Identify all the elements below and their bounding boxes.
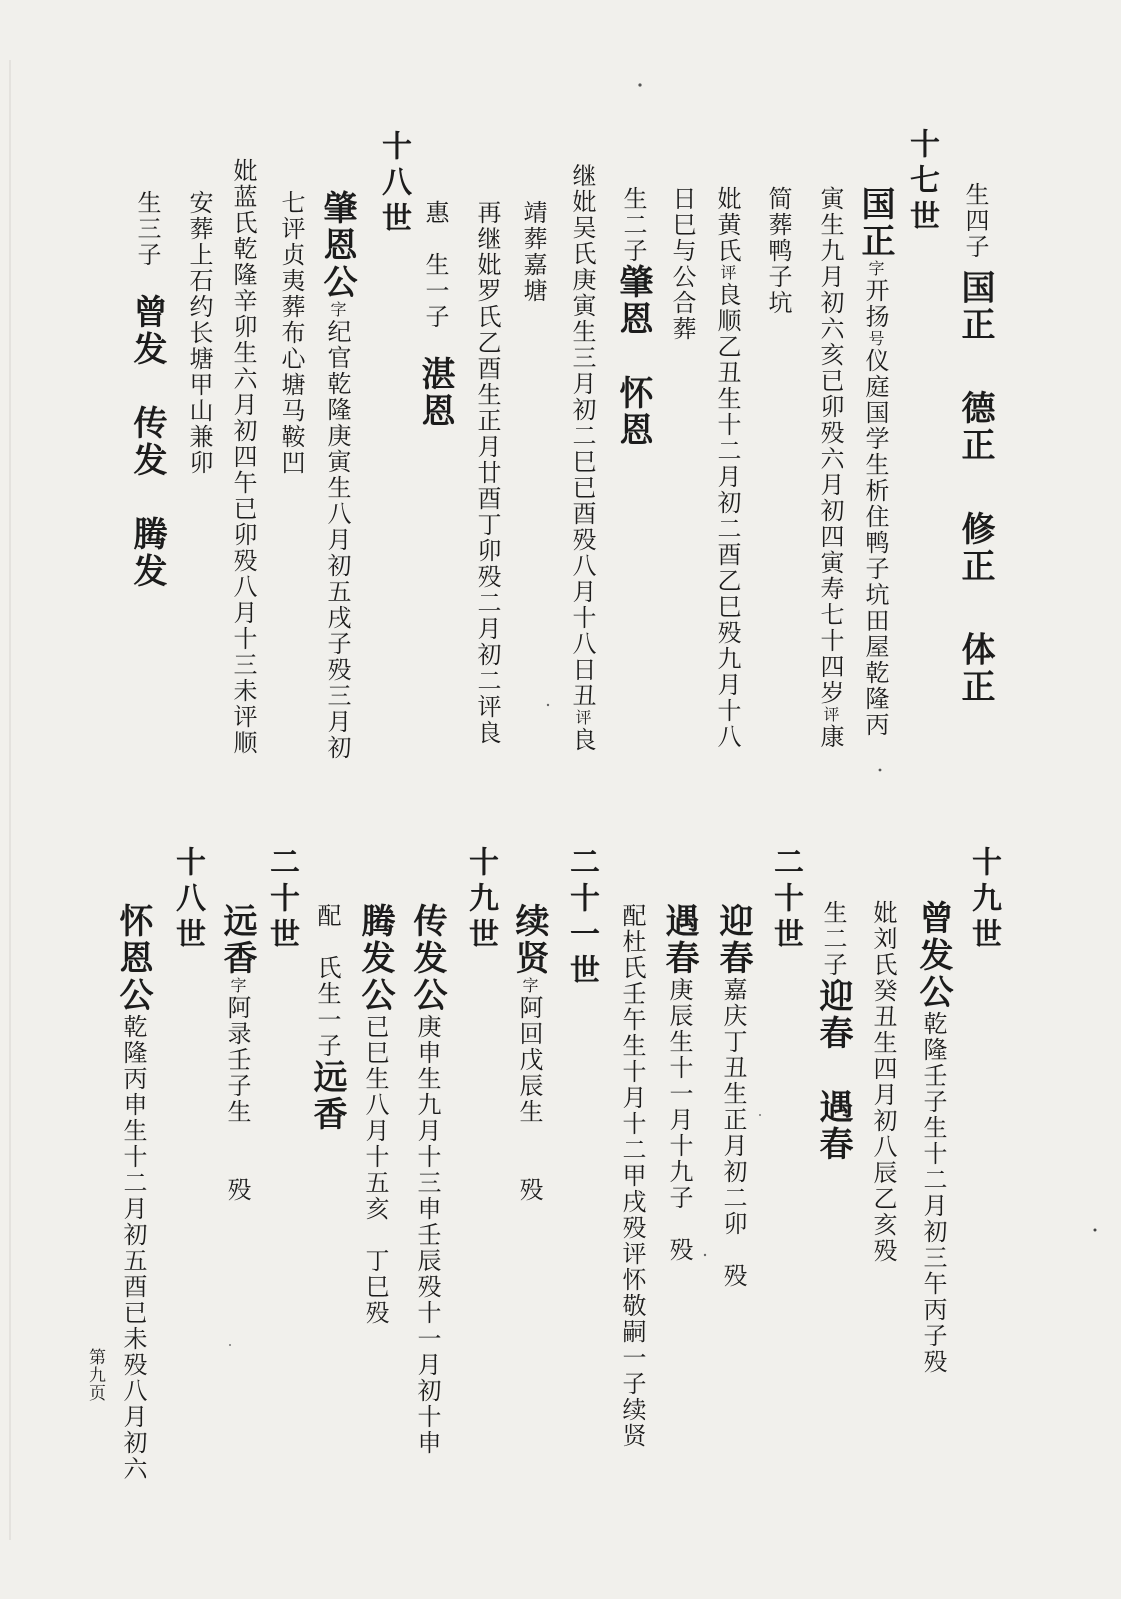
text: 纪官乾隆庚寅生八月初五戌子殁三月初 bbox=[323, 319, 351, 761]
text: 殁 bbox=[719, 1263, 747, 1289]
generation-heading: 十八世 bbox=[376, 130, 411, 238]
entry-huaien bbox=[113, 903, 153, 1482]
entry-text bbox=[184, 190, 214, 476]
person-name: 腾发公 bbox=[355, 903, 395, 1014]
text: 生二子 bbox=[619, 186, 647, 264]
text: 简葬鸭子坑 bbox=[764, 186, 792, 316]
entry-zhaoen bbox=[317, 190, 357, 761]
generation-heading: 二十世 bbox=[768, 846, 803, 954]
son-name: 传发 bbox=[127, 405, 167, 479]
text: 嘉庆丁丑生正月初二卯 bbox=[719, 977, 747, 1237]
text: 妣刘氏癸丑生四月初八辰乙亥殁 bbox=[869, 900, 897, 1264]
person-name: 续贤 bbox=[509, 903, 549, 977]
text: 安葬上石约长塘甲山兼卯 bbox=[185, 190, 213, 476]
entry-text bbox=[815, 186, 845, 750]
son-name: 国正 bbox=[955, 269, 995, 344]
text: 殁 bbox=[223, 1177, 251, 1203]
son-name: 曾发 bbox=[127, 294, 167, 368]
sons-list bbox=[307, 903, 347, 1133]
text: 生三子 bbox=[133, 190, 161, 268]
annotation: 字 bbox=[866, 260, 885, 278]
sons-list bbox=[813, 900, 853, 1163]
annotation: 字 bbox=[328, 301, 347, 319]
entry-guozheng bbox=[855, 186, 895, 738]
son-name: 怀恩 bbox=[613, 375, 653, 449]
person-name: 怀恩公 bbox=[113, 903, 153, 1014]
text: 庚申生九月十三申壬辰殁十一月初十申 bbox=[413, 1014, 441, 1456]
entry-text bbox=[868, 900, 898, 1264]
sons-list bbox=[127, 190, 167, 590]
text: 开扬 bbox=[861, 278, 889, 330]
son-name: 远香 bbox=[307, 1059, 347, 1133]
entry-yuanxiang bbox=[217, 903, 257, 1203]
sons-list-guozheng bbox=[955, 182, 995, 706]
text: 氏生一子 bbox=[313, 955, 341, 1059]
generation-heading: 十七世 bbox=[904, 128, 939, 236]
text: 乾隆壬子生十二月初三午丙子殁 bbox=[919, 1011, 947, 1375]
text: 蓝氏乾隆辛卯生六月初四午已卯殁八月十三未评顺 bbox=[229, 184, 257, 756]
text: 殁 bbox=[665, 1237, 693, 1263]
text: 生一子 bbox=[421, 252, 449, 330]
text: 已巳生八月十五亥 bbox=[361, 1014, 389, 1222]
text: 妣黄氏 bbox=[713, 186, 741, 264]
generation-heading: 十九世 bbox=[966, 846, 1001, 954]
text: 乾隆丙申生十二月初五酉已未殁八月初六 bbox=[119, 1014, 147, 1482]
text: 阿录壬子生 bbox=[223, 995, 251, 1125]
entry-text bbox=[567, 163, 597, 753]
text: 配 bbox=[313, 903, 341, 929]
text: 七评贞夷葬布心塘马鞍凹 bbox=[277, 190, 305, 476]
entry-text bbox=[472, 200, 502, 746]
person-name: 国正 bbox=[855, 186, 895, 260]
annotation: 评 bbox=[573, 709, 592, 727]
son-name: 体正 bbox=[955, 631, 995, 706]
entry-tengfa bbox=[355, 903, 395, 1326]
entry-zengfa bbox=[913, 900, 953, 1375]
text: 惠 bbox=[421, 200, 449, 226]
person-name: 传发公 bbox=[407, 903, 447, 1014]
page-number: 第九页 bbox=[85, 1348, 105, 1402]
text: 良 bbox=[568, 727, 596, 753]
text: 康 bbox=[816, 724, 844, 750]
person-name: 曾发公 bbox=[913, 900, 953, 1011]
text: 仪庭国学生析住鸭子坑田屋乾隆丙 bbox=[861, 348, 889, 738]
son-name: 遇春 bbox=[813, 1089, 853, 1163]
text: 阿回戊辰生 bbox=[515, 995, 543, 1125]
son-name: 湛恩 bbox=[415, 356, 455, 430]
annotation: 字 bbox=[228, 977, 247, 995]
annotation: 字 bbox=[520, 977, 539, 995]
entry-text bbox=[617, 903, 647, 1449]
generation-heading: 十九世 bbox=[463, 846, 498, 954]
text: 妣 bbox=[229, 158, 257, 184]
son-name: 迎春 bbox=[813, 978, 853, 1052]
generation-heading: 二十一世 bbox=[564, 846, 599, 990]
text: 再继妣罗氏乙酉生正月廿酉丁卯殁二月初二评良 bbox=[473, 200, 501, 746]
annotation: 号 bbox=[866, 330, 885, 348]
person-name: 远香 bbox=[217, 903, 257, 977]
entry-text bbox=[228, 158, 258, 756]
text: 殁 bbox=[515, 1177, 543, 1203]
person-name: 迎春 bbox=[713, 903, 753, 977]
son-name: 德正 bbox=[955, 390, 995, 465]
entry-text bbox=[712, 186, 742, 750]
text: 日巳与公合葬 bbox=[668, 186, 696, 342]
entry-xuxian bbox=[509, 903, 549, 1203]
text: 配杜氏壬午生十月十二甲戌殁评怀敬嗣一子续贤 bbox=[618, 903, 646, 1449]
entry-text bbox=[763, 186, 793, 316]
entry-chuanfa bbox=[407, 903, 447, 1456]
son-name: 肇恩 bbox=[613, 264, 653, 338]
generation-heading: 二十世 bbox=[264, 846, 299, 954]
person-name: 遇春 bbox=[659, 903, 699, 977]
text: 庚辰生十一月十九子 bbox=[665, 977, 693, 1211]
entry-text bbox=[667, 186, 697, 342]
annotation: 评 bbox=[821, 706, 840, 724]
text: 寅生九月初六亥已卯殁六月初四寅寿七十四岁 bbox=[816, 186, 844, 706]
son-name: 修正 bbox=[955, 510, 995, 585]
text: 生二子 bbox=[819, 900, 847, 978]
text: 生四子 bbox=[961, 182, 989, 260]
entry-text bbox=[518, 200, 548, 304]
annotation: 评 bbox=[718, 264, 737, 282]
entry-yuchun bbox=[659, 903, 699, 1263]
text: 良顺乙丑生十二月初二酉乙巳殁九月十八 bbox=[713, 282, 741, 750]
sons-list bbox=[415, 200, 455, 430]
person-name: 肇恩公 bbox=[317, 190, 357, 301]
entry-yingchun bbox=[713, 903, 753, 1289]
son-name: 腾发 bbox=[127, 516, 167, 590]
entry-text bbox=[276, 190, 306, 476]
generation-heading: 十八世 bbox=[170, 846, 205, 954]
text: 丁巳殁 bbox=[361, 1248, 389, 1326]
sons-list bbox=[613, 186, 653, 449]
text: 继妣吴氏庚寅生三月初二巳已酉殁八月十八日丑 bbox=[568, 163, 596, 709]
text: 靖葬嘉塘 bbox=[519, 200, 547, 304]
